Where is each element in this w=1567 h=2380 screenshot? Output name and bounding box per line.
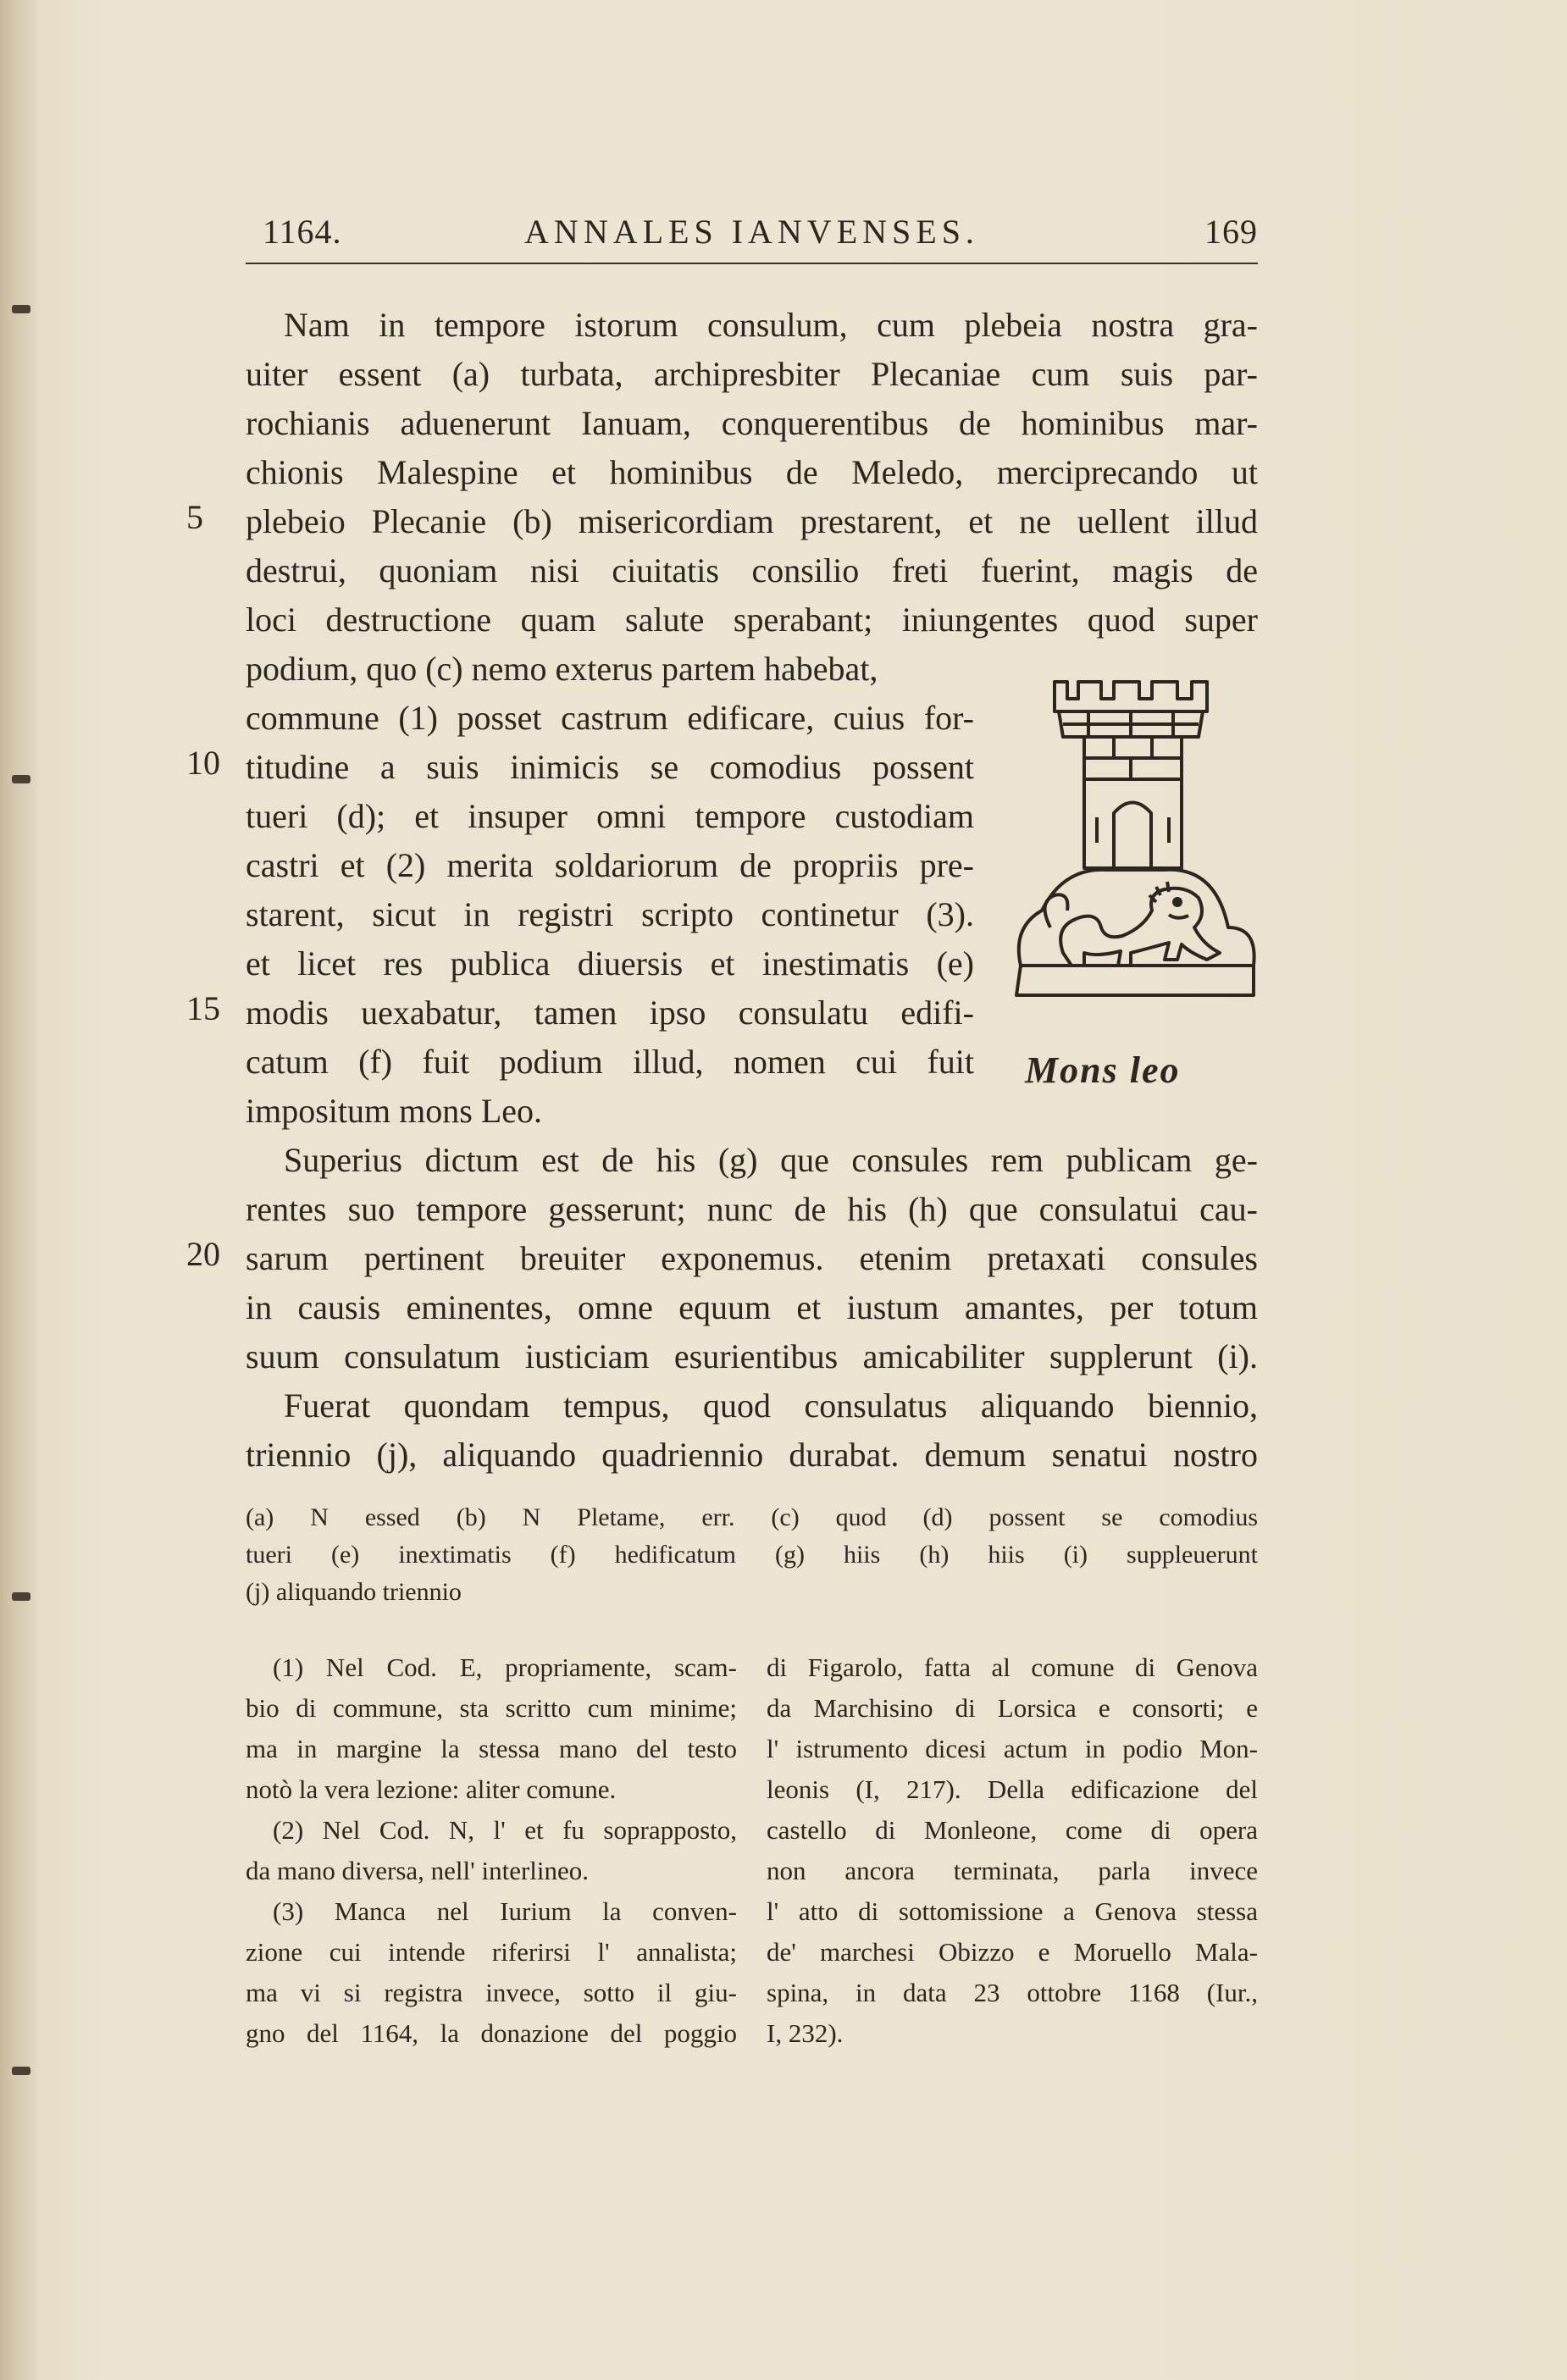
text-line: triennio (j), aliquando quadriennio durabat. demum senatui nostro: [246, 1436, 1258, 1474]
variant-line: (a) N essed (b) N Pletame, err. (c) quod (d) possent se comodius: [246, 1503, 1258, 1531]
line-number: 15: [186, 989, 220, 1027]
line-number: 20: [186, 1235, 220, 1273]
footnote-line: da Marchisino di Lorsica e consorti; e: [767, 1693, 1258, 1723]
text-line: impositum mons Leo.: [246, 1092, 542, 1130]
footnote-line: ma vi si registra invece, sotto il giu-: [246, 1978, 737, 2007]
tail-text-block: [246, 1136, 1258, 1480]
line-number: 10: [186, 744, 220, 782]
text-line: catum (f) fuit podium illud, nomen cui fuit: [246, 1043, 974, 1081]
text-line: rochianis aduenerunt Ianuam, conquerentibus de hominibus mar-: [246, 404, 1258, 442]
text-line: plebeio Plecanie (b) misericordiam prestarent, et ne uellent illud: [246, 502, 1258, 540]
text-line: Superius dictum est de his (g) que consules rem publicam ge-: [284, 1141, 1258, 1179]
footnote-line: leonis (I, 217). Della edificazione del: [767, 1774, 1258, 1804]
running-header: [246, 207, 1258, 257]
footnote-line: zione cui intende riferirsi l' annalista;: [246, 1937, 737, 1967]
text-line: modis uexabatur, tamen ipso consulatu edifi-: [246, 994, 974, 1032]
illustration-caption: Mons leo: [1025, 1049, 1181, 1091]
footnote-line: da mano diversa, nell' interlineo.: [246, 1856, 590, 1885]
text-line: castri et (2) merita soldariorum de propriis pre-: [246, 846, 974, 884]
binding-stitch: [12, 775, 30, 783]
variant-line: (j) aliquando triennio: [246, 1578, 462, 1606]
footnotes-left-column: [246, 1647, 737, 2054]
binding-stitch: [12, 305, 30, 313]
binding-stitch: [12, 1592, 30, 1601]
variant-readings: [246, 1499, 1258, 1611]
text-line: chionis Malespine et hominibus de Meledo, merciprecando ut: [246, 453, 1258, 491]
narrow-text-block: [246, 645, 974, 1136]
text-line: commune (1) posset castrum edificare, cuius for-: [246, 699, 974, 737]
footnote-line: ma in margine la stessa mano del testo: [246, 1734, 737, 1763]
footnote-line: I, 232).: [767, 2018, 844, 2048]
footnote-line: l' atto di sottomissione a Genova stessa: [767, 1896, 1258, 1926]
footnote-line: spina, in data 23 ottobre 1168 (Iur.,: [767, 1978, 1258, 2007]
footnote-line: notò la vera lezione: aliter comune.: [246, 1774, 617, 1804]
text-line: suum consulatum iusticiam esurientibus amicabiliter supplerunt (i).: [246, 1337, 1258, 1375]
binding-stitch: [12, 2067, 30, 2075]
main-text-block: [246, 301, 1258, 645]
header-year: 1164.: [263, 213, 342, 251]
footnote-line: de' marchesi Obizzo e Moruello Mala-: [767, 1937, 1258, 1967]
text-line: Fuerat quondam tempus, quod consulatus aliquando biennio,: [284, 1386, 1258, 1425]
text-line: titudine a suis inimicis se comodius possent: [246, 748, 974, 786]
text-line: podium, quo (c) nemo exterus partem habebat,: [246, 650, 878, 688]
header-title: ANNALES IANVENSES.: [524, 213, 979, 251]
text-line: uiter essent (a) turbata, archipresbiter Plecaniae cum suis par-: [246, 355, 1258, 393]
tower-lion-icon: [1004, 673, 1258, 1080]
footnote-line: bio di commune, sta scritto cum minime;: [246, 1693, 737, 1723]
header-rule: [246, 263, 1258, 264]
footnote-line: l' istrumento dicesi actum in podio Mon-: [767, 1734, 1258, 1763]
footnote-line: castello di Monleone, come di opera: [767, 1815, 1258, 1845]
footnote-line: gno del 1164, la donazione del poggio: [246, 2018, 737, 2048]
text-line: Nam in tempore istorum consulum, cum plebeia nostra gra-: [284, 306, 1258, 344]
footnotes-right-column: [767, 1647, 1258, 2054]
text-line: sarum pertinent breuiter exponemus. etenim pretaxati consules: [246, 1239, 1258, 1277]
text-line: destrui, quoniam nisi ciuitatis consilio freti fuerint, magis de: [246, 551, 1258, 589]
text-line: tueri (d); et insuper omni tempore custodiam: [246, 797, 974, 835]
footnote-line: (2) Nel Cod. N, l' et fu soprapposto,: [273, 1815, 737, 1845]
book-binding: [0, 0, 36, 2380]
text-line: rentes suo tempore gesserunt; nunc de his (h) que consulatui cau-: [246, 1190, 1258, 1228]
variant-line: tueri (e) inextimatis (f) hedificatum (g) hiis (h) hiis (i) suppleuerunt: [246, 1541, 1258, 1569]
text-line: loci destructione quam salute sperabant; iniungentes quod super: [246, 601, 1258, 639]
text-line: starent, sicut in registri scripto continetur (3).: [246, 895, 974, 933]
footnote-line: non ancora terminata, parla invece: [767, 1856, 1258, 1885]
line-number: 5: [186, 498, 203, 536]
text-line: et licet res publica diuersis et inestimatis (e): [246, 944, 974, 982]
text-line: in causis eminentes, omne equum et iustum amantes, per totum: [246, 1288, 1258, 1326]
footnote-line: (1) Nel Cod. E, propriamente, scam-: [273, 1652, 737, 1682]
page-number: 169: [1204, 213, 1258, 251]
footnote-line: (3) Manca nel Iurium la conven-: [273, 1896, 737, 1926]
footnote-line: di Figarolo, fatta al comune di Genova: [767, 1652, 1258, 1682]
